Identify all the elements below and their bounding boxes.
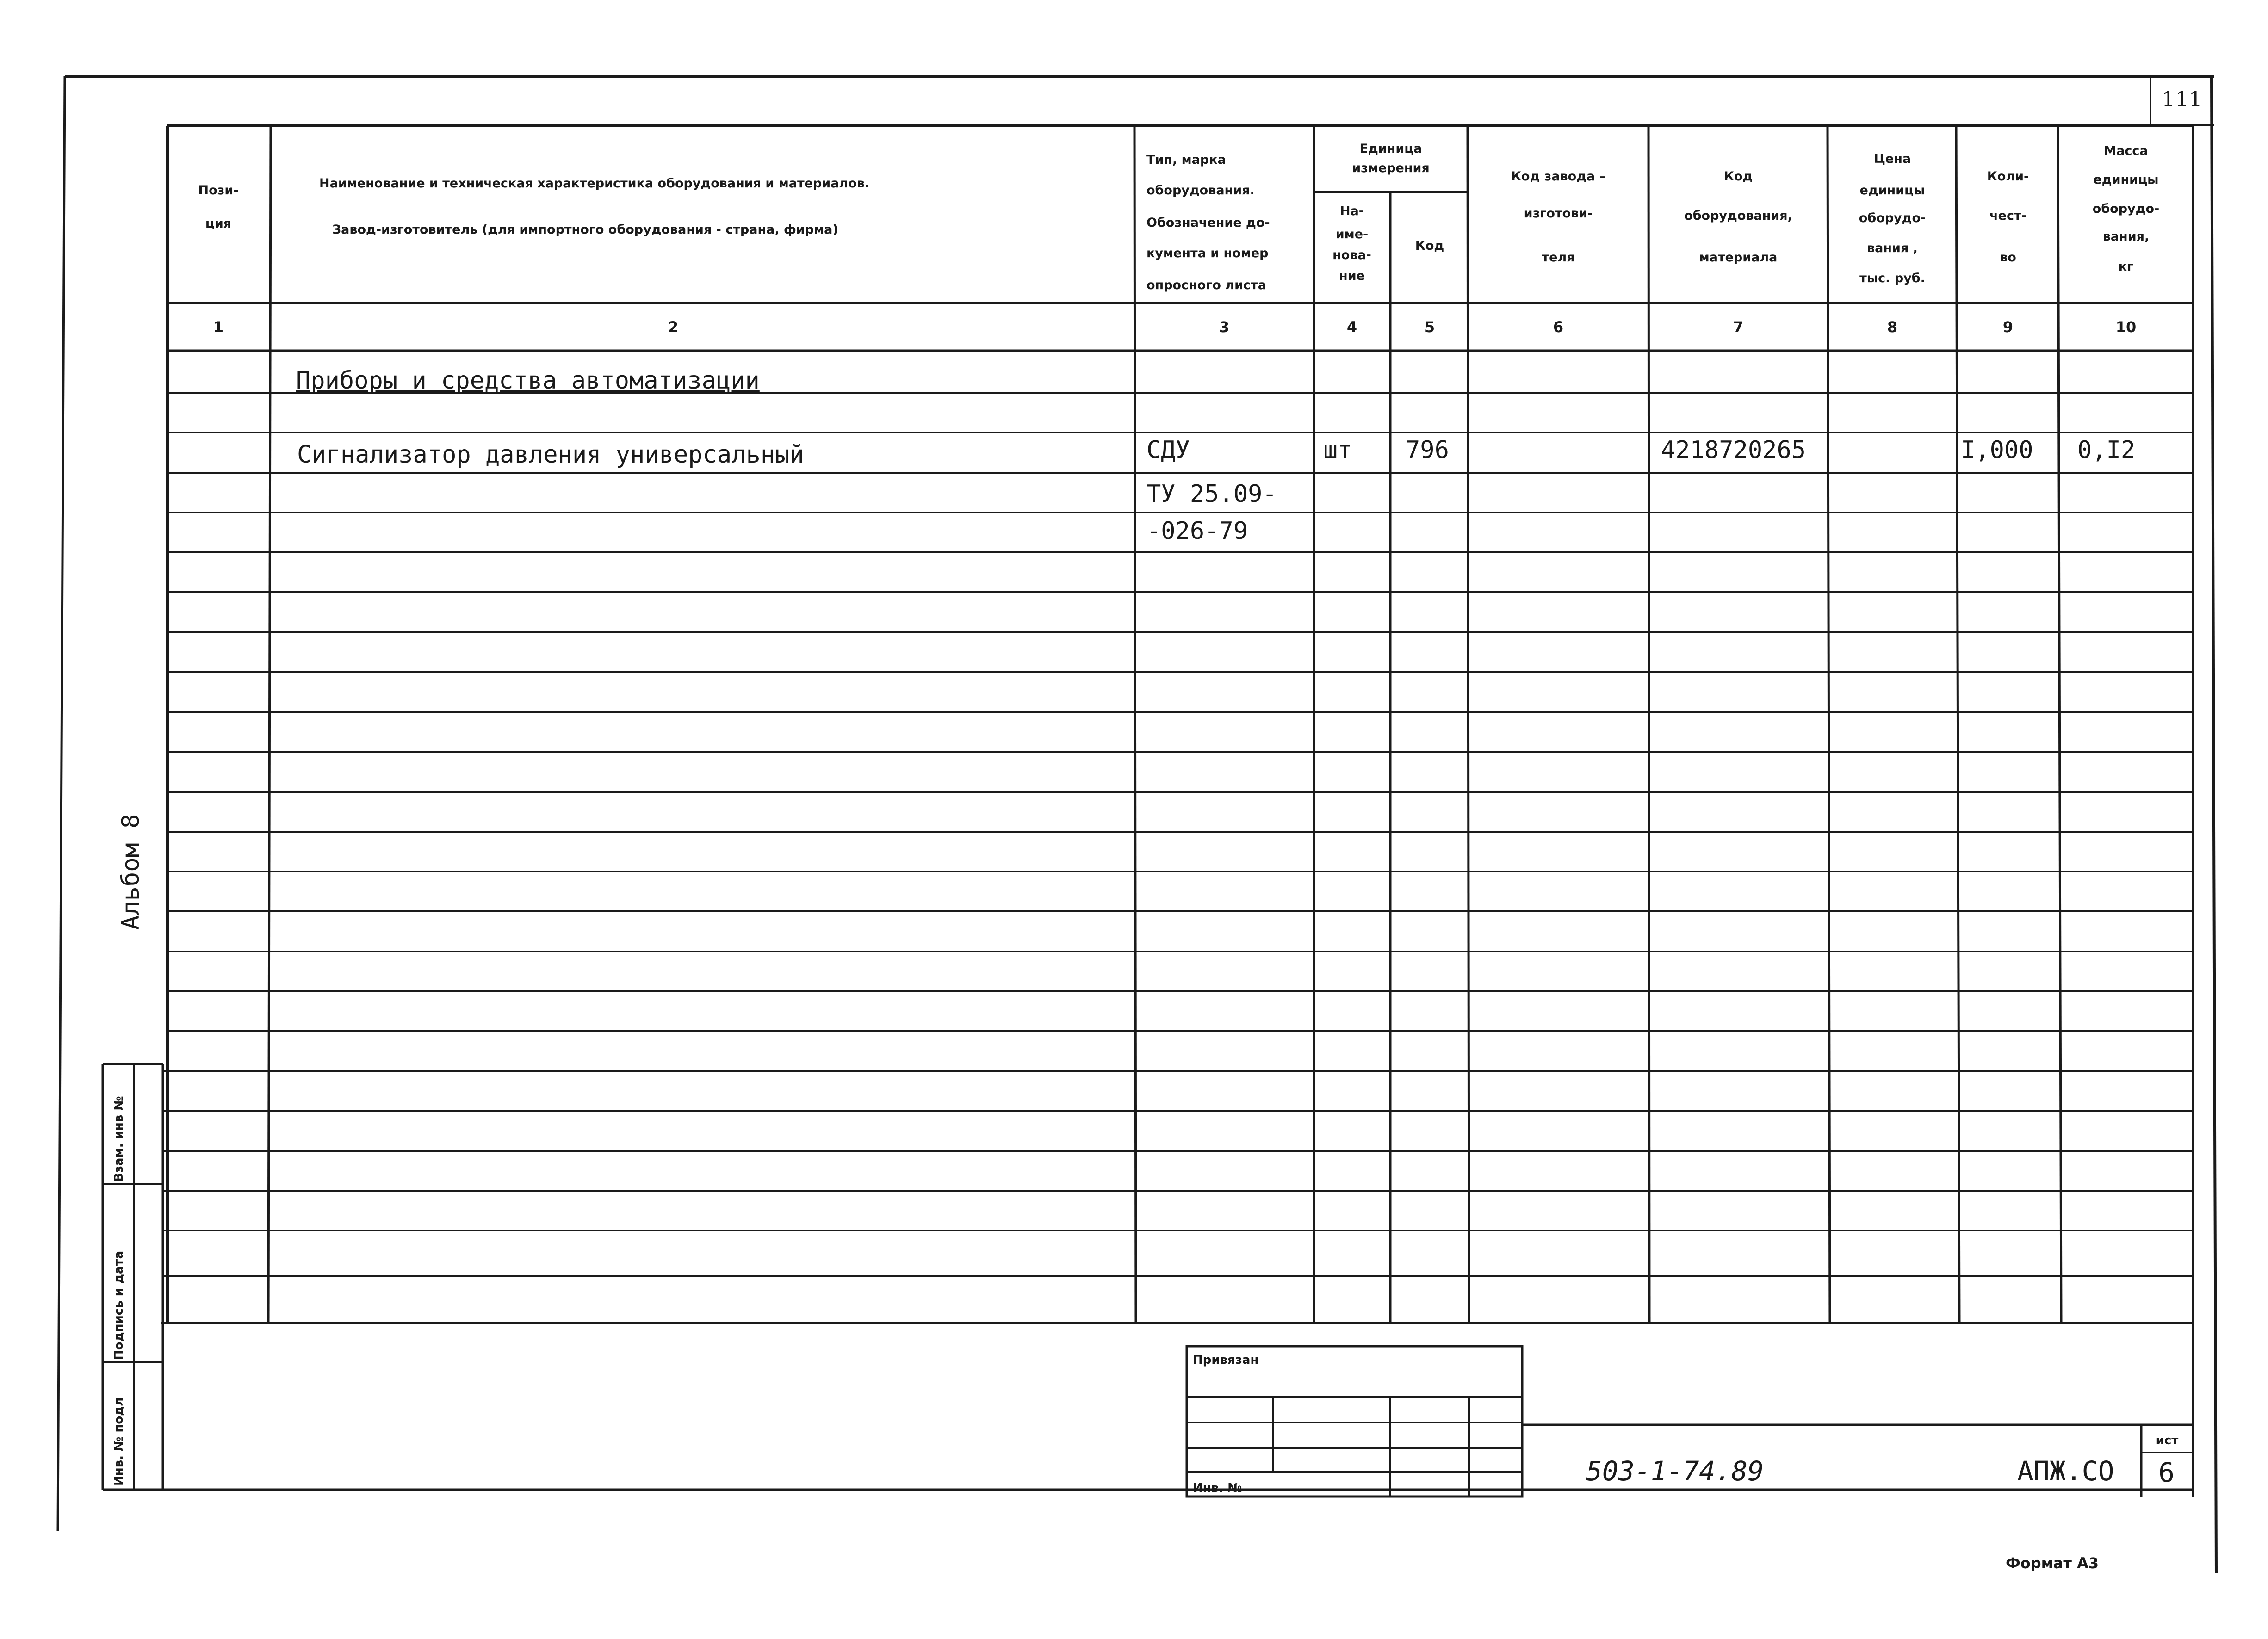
header-unit-name-l2: име- (1335, 227, 1369, 241)
column-number: 1 (213, 318, 224, 336)
header-equipment-code-l2: оборудования, (1684, 209, 1792, 223)
side-stamp-podpis-data: Подпись и дата (112, 1250, 126, 1360)
header-name-l1: Наименование и техническая характеристика оборудования и материалов. (319, 176, 870, 191)
document-code: 503-1-74.89 (1586, 1455, 1764, 1487)
header-mass-l3: оборудо- (2092, 202, 2160, 216)
header-type-l5: опросного листа (1146, 278, 1266, 292)
format-label: Формат А3 (2006, 1554, 2099, 1572)
side-stamp (103, 814, 2193, 1497)
table-header (198, 142, 2160, 292)
header-type-l1: Тип, марка (1146, 153, 1226, 167)
inv-no-label: Инв. № (1193, 1481, 1242, 1495)
header-mass-l2: единицы (2093, 173, 2159, 187)
header-type-l3: Обозначение до- (1146, 216, 1270, 230)
item-unit-code: 796 (1406, 436, 1449, 464)
header-unit-group-l2: измерения (1352, 161, 1430, 175)
column-numbers (213, 318, 2136, 336)
sheet-label: ист (2156, 1434, 2179, 1447)
item-equipment-code: 4218720265 (1661, 436, 1806, 464)
header-quantity-l3: во (2000, 250, 2016, 265)
column-number: 5 (1424, 318, 1435, 336)
header-mass-l5: кг (2118, 260, 2134, 274)
header-position-l2: ция (205, 216, 232, 231)
header-quantity-l2: чест- (1989, 209, 2026, 223)
item-type-doc-l2: -026-79 (1146, 517, 1248, 545)
album-label: Альбом 8 (117, 814, 145, 930)
header-factory-code-l2: изготови- (1524, 206, 1593, 221)
item-type-doc-l1: ТУ 25.09- (1146, 480, 1277, 508)
header-price-l5: тыс. руб. (1859, 271, 1925, 285)
header-price-l3: оборудо- (1859, 211, 1926, 225)
header-price-l4: вания , (1867, 241, 1918, 255)
header-unit-code: Код (1415, 239, 1444, 253)
page-number: 111 (2162, 87, 2202, 111)
column-number: 4 (1346, 318, 1357, 336)
spec-table-frame (161, 126, 2193, 1323)
header-mass-l4: вания, (2102, 229, 2150, 244)
header-factory-code-l3: теля (1542, 250, 1575, 265)
sheet-number: 6 (2158, 1457, 2175, 1488)
header-price-l1: Цена (1873, 152, 1911, 166)
column-number: 7 (1733, 318, 1744, 336)
header-unit-group-l1: Единица (1359, 142, 1422, 156)
column-number: 6 (1553, 318, 1564, 336)
item-name: Сигнализатор давления универсальный (297, 441, 804, 469)
item-unit-name: шт (1323, 436, 1352, 464)
header-unit-name-l4: ние (1339, 269, 1365, 283)
title-block (1187, 1346, 2193, 1497)
header-quantity-l1: Коли- (1987, 169, 2029, 184)
column-number: 10 (2115, 318, 2137, 336)
section-title: Приборы и средства автоматизации (296, 367, 760, 395)
header-factory-code-l1: Код завода – (1511, 169, 1606, 184)
header-type-l2: оборудования. (1146, 183, 1255, 198)
item-type: СДУ (1146, 436, 1190, 464)
outer-frame (58, 76, 2216, 1573)
item-quantity: I,000 (1961, 436, 2033, 464)
header-price-l2: единицы (1859, 183, 1925, 198)
header-type-l4: кумента и номер (1146, 246, 1269, 260)
header-equipment-code-l1: Код (1723, 169, 1753, 184)
privyazan-label: Привязан (1193, 1353, 1259, 1367)
column-number: 2 (668, 318, 679, 336)
header-equipment-code-l3: материала (1699, 250, 1778, 265)
header-position-l1: Пози- (198, 183, 239, 198)
item-mass: 0,I2 (2077, 436, 2136, 464)
document-mark: АПЖ.СО (2017, 1455, 2114, 1487)
column-number: 8 (1887, 318, 1898, 336)
header-unit-name-l3: нова- (1332, 248, 1371, 262)
side-stamp-vzam-inv: Взам. инв № (112, 1096, 126, 1182)
column-number: 9 (2002, 318, 2014, 336)
header-unit-name-l1: На- (1339, 204, 1364, 218)
side-stamp-inv-podl: Инв. № подл (112, 1397, 126, 1486)
header-mass-l1: Масса (2104, 144, 2148, 158)
header-name-l2: Завод-изготовитель (для импортного оборудования - страна, фирма) (332, 223, 838, 237)
column-number: 3 (1219, 318, 1230, 336)
